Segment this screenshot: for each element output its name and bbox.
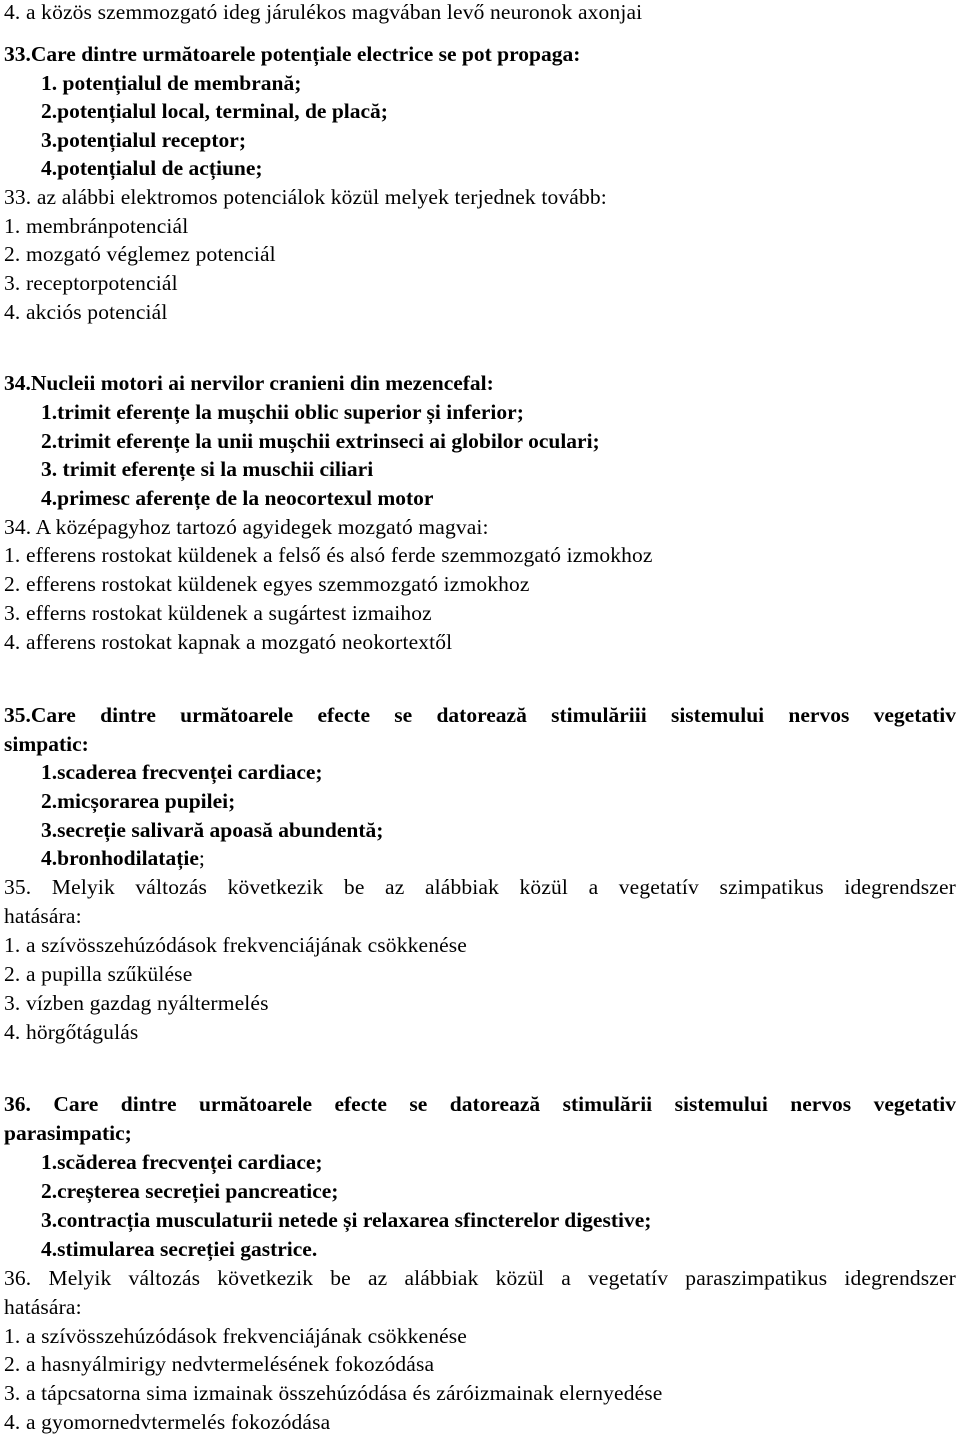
hu-question-33-title: 33. az alábbi elektromos potenciálok közül melyek terjednek tovább: [4, 185, 607, 209]
ro-question-35-title-line-1: 35.Care dintre următoarele efecte se datorează stimulăriii sistemului nervos vegetativ [4, 703, 956, 727]
ro-question-35-option-3: 3.secreție salivară apoasă abundentă; [41, 818, 384, 842]
hu-question-34-option-4: 4. afferens rostokat kapnak a mozgató neokortextől [4, 630, 453, 654]
hu-option-line: 4. a közös szemmozgató ideg járulékos magvában levő neuronok axonjai [4, 0, 643, 24]
ro-question-34-option-3: 3. trimit eferențe si la muschii ciliari [41, 457, 374, 481]
hu-question-36-option-2: 2. a hasnyálmirigy nedvtermelésének fokozódása [4, 1352, 435, 1376]
ro-question-33-option-3: 3.potențialul receptor; [41, 128, 247, 152]
ro-question-35-title-line-2: simpatic: [4, 732, 89, 756]
ro-question-35-option-1: 1.scaderea frecvenței cardiace; [41, 760, 323, 784]
ro-question-36-option-1: 1.scăderea frecvenței cardiace; [41, 1150, 323, 1174]
ro-question-35-option-4-text: 4.bronhodilatație [41, 846, 199, 870]
ro-question-34-option-1: 1.trimit eferențe la mușchii oblic superior și inferior; [41, 400, 524, 424]
hu-question-34-title: 34. A középagyhoz tartozó agyidegek mozgató magvai: [4, 515, 489, 539]
ro-question-36-option-3: 3.contracția musculaturii netede și relaxarea sfincterelor digestive; [41, 1208, 652, 1232]
ro-question-33-option-4: 4.potențialul de acțiune; [41, 156, 263, 180]
hu-question-34-option-2: 2. efferens rostokat küldenek egyes szemmozgató izmokhoz [4, 572, 530, 596]
hu-question-36-option-1: 1. a szívösszehúzódások frekvenciájának csökkenése [4, 1324, 467, 1348]
hu-question-35-option-3: 3. vízben gazdag nyáltermelés [4, 991, 269, 1015]
hu-question-35-option-1: 1. a szívösszehúzódások frekvenciájának csökkenése [4, 933, 467, 957]
ro-question-33-title: 33.Care dintre următoarele potențiale electrice se pot propaga: [4, 42, 581, 66]
ro-question-34-option-4: 4.primesc aferențe de la neocortexul motor [41, 486, 434, 510]
hu-question-33-option-2: 2. mozgató véglemez potenciál [4, 242, 276, 266]
ro-question-35-option-4 [41, 844, 205, 872]
hu-question-35-option-2: 2. a pupilla szűkülése [4, 962, 193, 986]
ro-question-36-option-2: 2.creșterea secreției pancreatice; [41, 1179, 339, 1203]
ro-question-35-option-2: 2.micșorarea pupilei; [41, 789, 236, 813]
hu-question-35-option-4: 4. hörgőtágulás [4, 1020, 139, 1044]
hu-question-33-option-4: 4. akciós potenciál [4, 300, 168, 324]
hu-question-35-title-line-1: 35. Melyik változás következik be az alábbiak közül a vegetatív szimpatikus idegrendszer [4, 875, 956, 899]
ro-question-33-option-2: 2.potențialul local, terminal, de placă; [41, 99, 388, 123]
ro-question-34-title: 34.Nucleii motori ai nervilor cranieni din mezencefal: [4, 371, 494, 395]
hu-question-36-option-4: 4. a gyomornedvtermelés fokozódása [4, 1410, 331, 1434]
hu-question-33-option-3: 3. receptorpotenciál [4, 271, 178, 295]
hu-question-34-option-3: 3. efferns rostokat küldenek a sugártest izmaihoz [4, 601, 432, 625]
ro-question-36-title-line-1: 36. Care dintre următoarele efecte se datorează stimulării sistemului nervos vegetativ [4, 1092, 956, 1116]
hu-question-36-title-line-1: 36. Melyik változás következik be az alábbiak közül a vegetatív paraszimpatikus idegrendszer [4, 1266, 956, 1290]
ro-question-33-option-1: 1. potențialul de membrană; [41, 71, 302, 95]
ro-question-36-title-line-2: parasimpatic; [4, 1121, 132, 1145]
hu-question-35-title-line-2: hatására: [4, 904, 82, 928]
hu-question-36-title-line-2: hatására: [4, 1295, 82, 1319]
ro-question-36-option-4: 4.stimularea secreției gastrice. [41, 1237, 318, 1261]
hu-question-33-option-1: 1. membránpotenciál [4, 214, 189, 238]
hu-question-36-option-3: 3. a tápcsatorna sima izmainak összehúzódása és záróizmainak elernyedése [4, 1381, 663, 1405]
hu-question-34-option-1: 1. efferens rostokat küldenek a felső és alsó ferde szemmozgató izmokhoz [4, 543, 653, 567]
ro-question-35-option-4-tail: ; [198, 846, 205, 870]
ro-question-34-option-2: 2.trimit eferențe la unii mușchii extrinseci ai globilor oculari; [41, 429, 600, 453]
